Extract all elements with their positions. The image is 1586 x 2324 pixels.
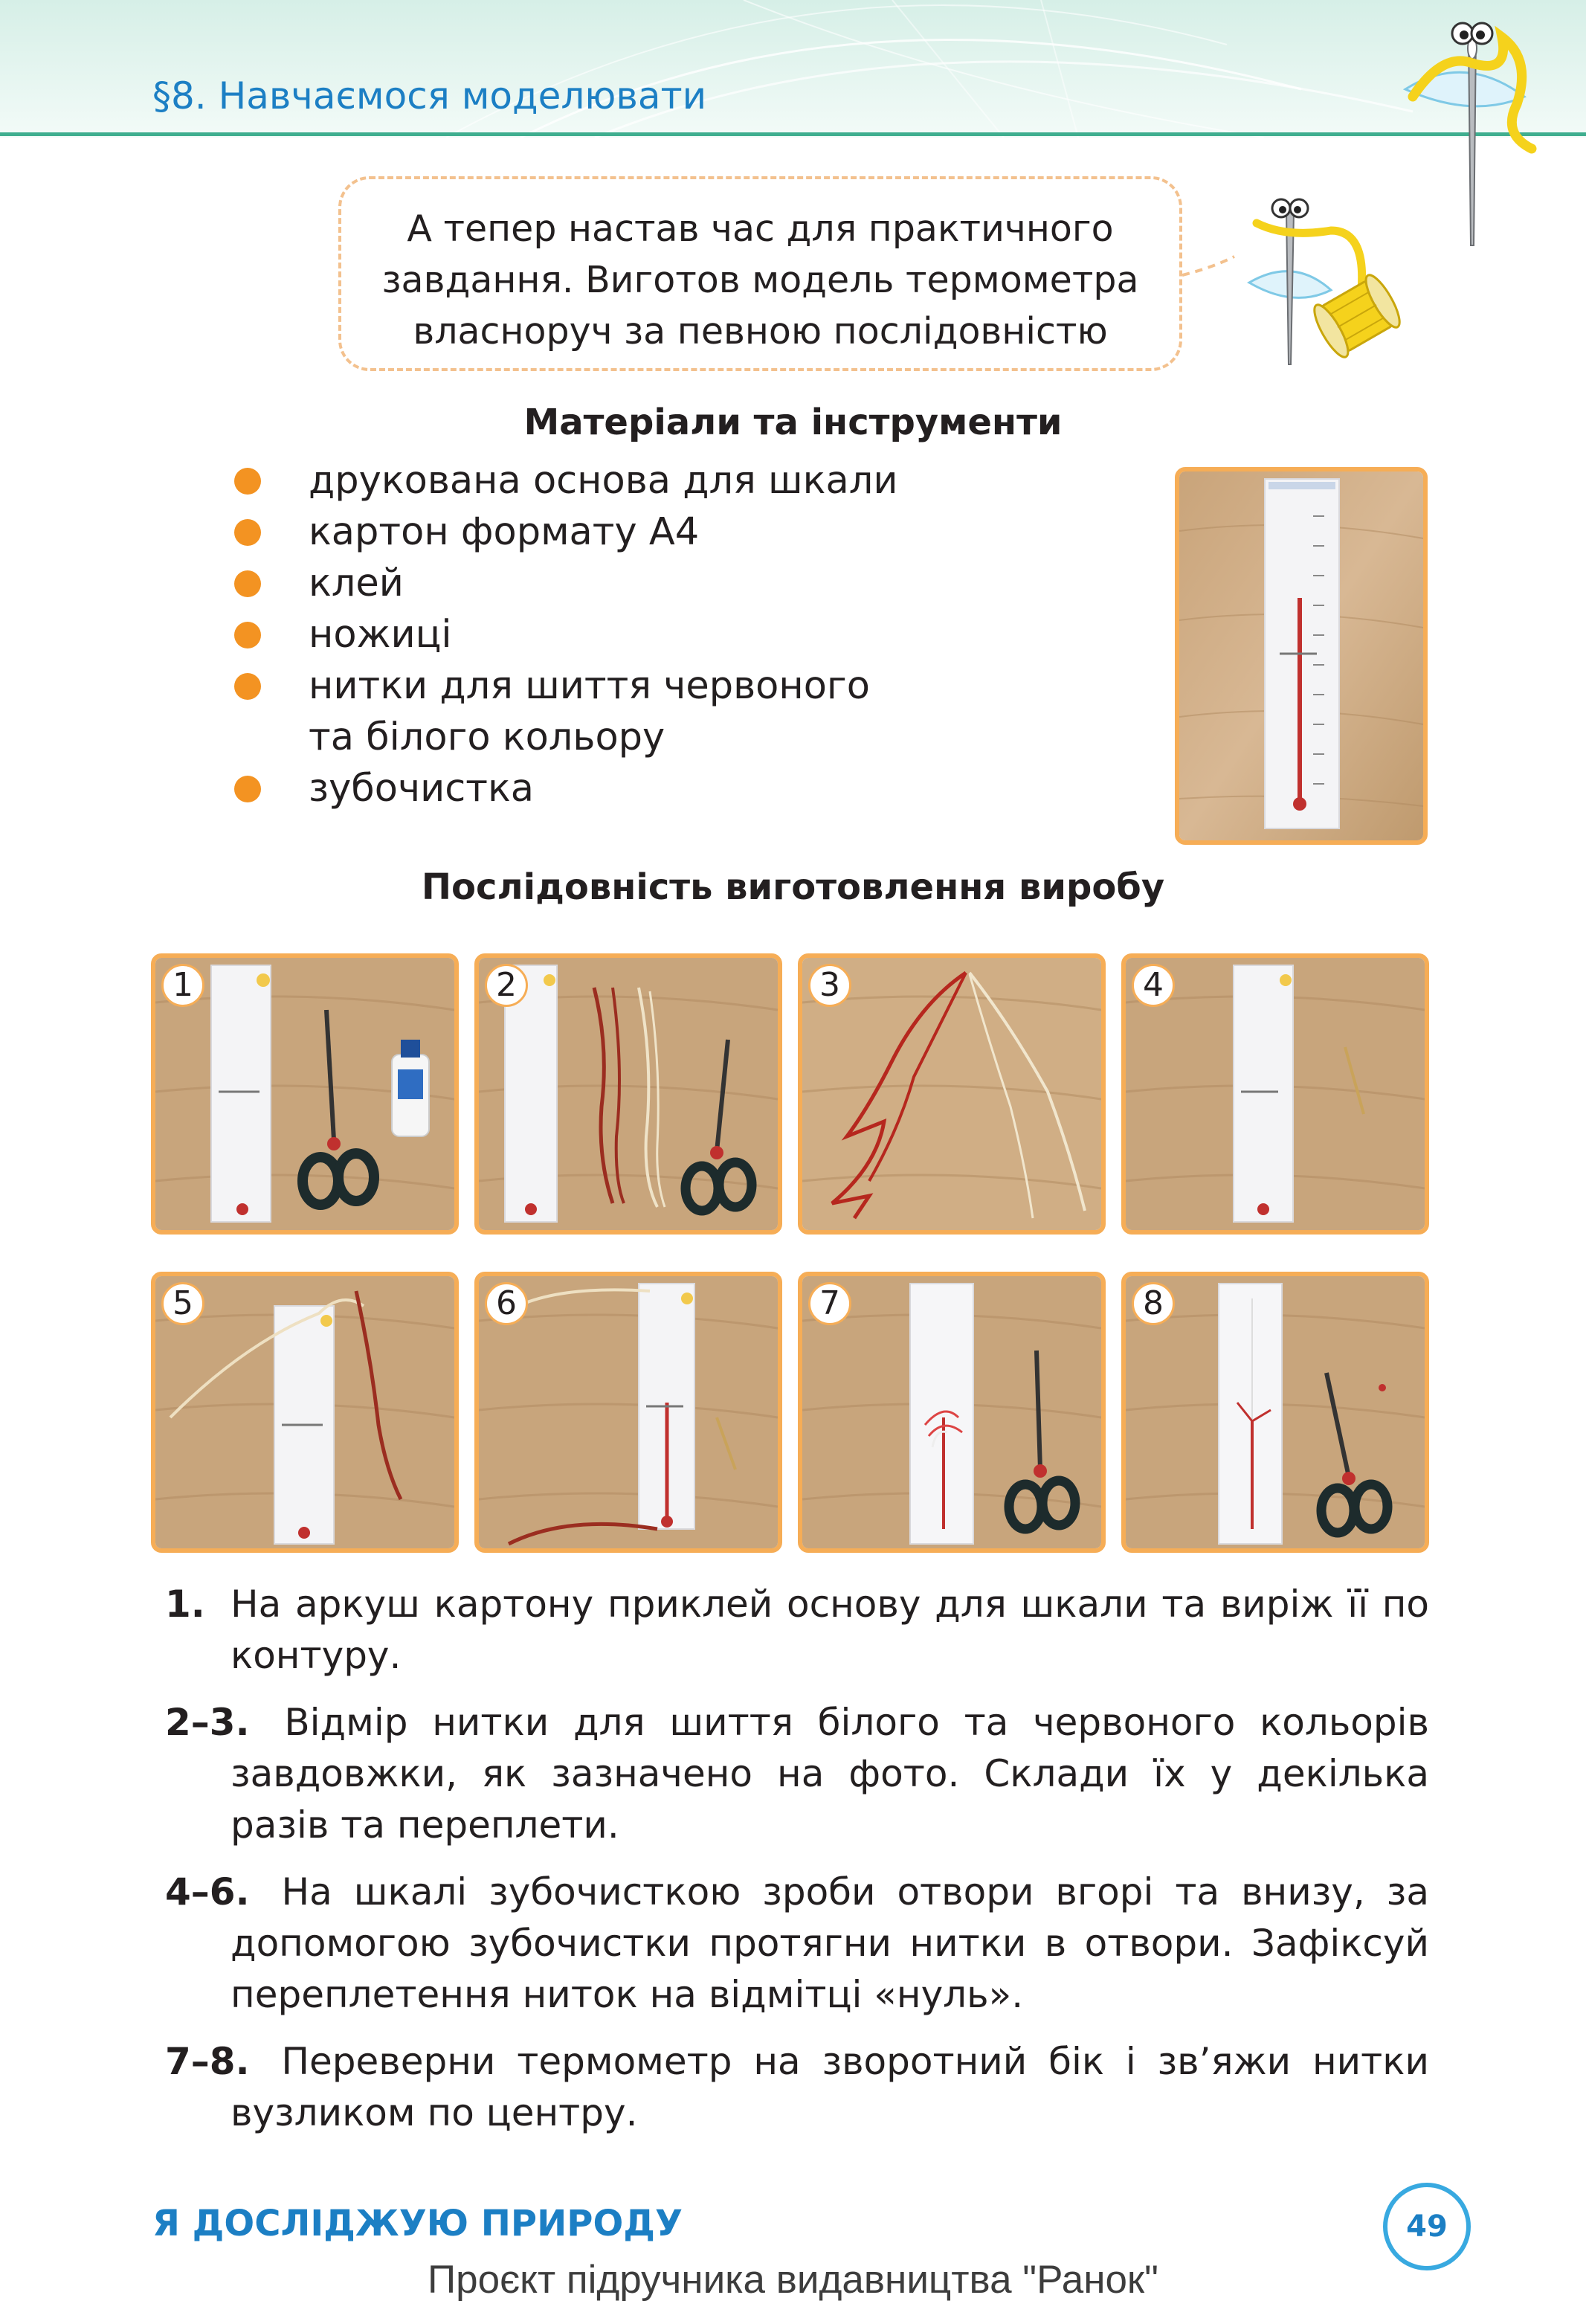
- bullet-dot-icon: [234, 468, 261, 495]
- bullet-dot-icon: [234, 776, 261, 802]
- step-text: На аркуш картону приклей основу для шкали та виріж її по контуру.: [231, 1583, 1429, 1677]
- step-label: 4–6.: [165, 1870, 250, 1913]
- bullet-dot-icon: [234, 622, 261, 648]
- section-title: §8. Навчаємося моделювати: [152, 74, 707, 118]
- step-number-badge: 7: [808, 1282, 851, 1325]
- bubble-line: А тепер настав час для практичного: [407, 207, 1114, 250]
- sequence-heading: Послідовність виготовлення виробу: [421, 866, 1165, 908]
- step-photo-1: [151, 953, 459, 1235]
- step-number-badge: 3: [808, 964, 851, 1007]
- needle-with-spool-icon: [1182, 186, 1405, 379]
- step-number-badge: 5: [161, 1282, 204, 1325]
- step-number-badge: 8: [1132, 1282, 1175, 1325]
- header-divider: [0, 132, 1586, 136]
- step-label: 7–8.: [165, 2040, 250, 2083]
- needle-mascot-icon: [1383, 7, 1554, 253]
- step-text: Відмір нитки для шиття білого та червоного кольорів завдовжки, як зазначено на фото. Склади їх у декілька разів та переплети.: [231, 1701, 1429, 1847]
- bubble-line: власноруч за певною послідовністю: [413, 310, 1108, 353]
- step-label: 2–3.: [165, 1701, 250, 1744]
- page-header: [0, 0, 1586, 138]
- finished-thermometer-photo: [1175, 467, 1428, 845]
- speech-bubble: [338, 176, 1182, 371]
- instruction-step: [165, 1867, 1429, 2021]
- bullet-dot-icon: [234, 519, 261, 546]
- publisher-note: Проєкт підручника видавництва "Ранок": [428, 2258, 1158, 2302]
- bubble-text: [341, 203, 1179, 357]
- instruction-step: [165, 1697, 1429, 1851]
- step-photo-5: [151, 1272, 459, 1553]
- step-number-badge: 4: [1132, 964, 1175, 1007]
- bullet-dot-icon: [234, 570, 261, 597]
- material-text: та білого кольору: [309, 715, 665, 759]
- instructions-list: [165, 1579, 1429, 2154]
- page-number: 49: [1383, 2183, 1471, 2270]
- step-photo-7: [798, 1272, 1106, 1553]
- instruction-step: [165, 1579, 1429, 1681]
- material-item: [234, 609, 897, 660]
- step-text: Переверни термометр на зворотний бік і зв’яжи нитки вузликом по центру.: [231, 2040, 1429, 2134]
- material-item: [234, 506, 897, 558]
- step-photo-3: [798, 953, 1106, 1235]
- step-photo-6: [474, 1272, 782, 1553]
- material-text: ножиці: [309, 613, 452, 657]
- step-number-badge: 6: [485, 1282, 528, 1325]
- step-text: На шкалі зубочисткою зроби отвори вгорі та внизу, за допомогою зубочистки протягни нитки в отвори. Зафіксуй переплетення ниток на відмітці «нуль».: [231, 1870, 1429, 2016]
- material-item: [234, 558, 897, 609]
- step-photo-8: [1121, 1272, 1429, 1553]
- material-text: клей: [309, 561, 404, 605]
- materials-list: [234, 455, 897, 814]
- materials-heading: Матеріали та інструменти: [523, 402, 1063, 443]
- material-item: [234, 660, 897, 763]
- material-text: зубочистка: [309, 767, 535, 811]
- step-number-badge: 2: [485, 964, 528, 1007]
- step-photo-2: [474, 953, 782, 1235]
- material-text: друкована основа для шкали: [309, 459, 898, 503]
- material-text: нитки для шиття червоного: [309, 664, 870, 708]
- step-label: 1.: [165, 1583, 205, 1626]
- step-number-badge: 1: [161, 964, 204, 1007]
- material-item: [234, 763, 897, 814]
- bullet-dot-icon: [234, 673, 261, 700]
- material-text: картон формату А4: [309, 510, 700, 554]
- material-item: [234, 455, 897, 506]
- instruction-step: [165, 2036, 1429, 2139]
- footer-book-title: Я ДОСЛІДЖУЮ ПРИРОДУ: [152, 2203, 683, 2244]
- bubble-line: завдання. Виготов модель термометра: [381, 259, 1139, 301]
- step-photo-4: [1121, 953, 1429, 1235]
